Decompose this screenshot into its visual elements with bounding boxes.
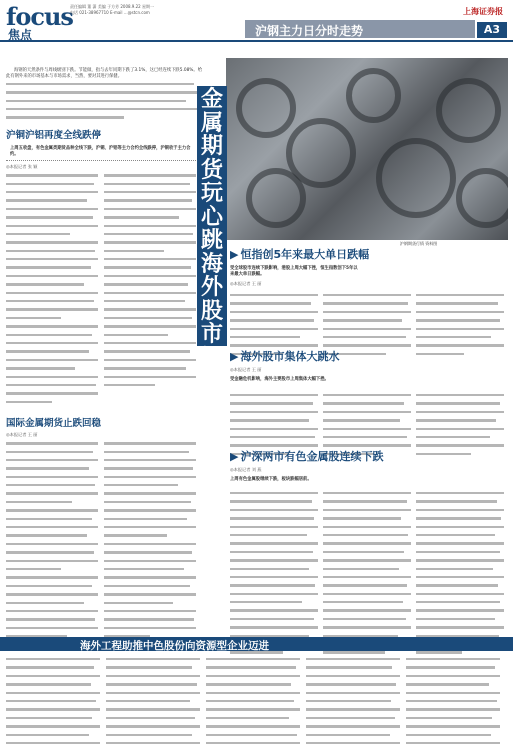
page-number: A3 [477,22,507,38]
section-global-byline: ◎本报记者 王 丽 [230,367,262,372]
section-nonferrous-byline: ◎本报记者 刘 燕 [230,467,262,472]
section-hsi [230,246,508,289]
section-label-en: focus [6,2,73,31]
header-info-line1: 责任编辑 董 潇 美编 于方芳 2008.9.22 星期一 [70,4,154,9]
article-1-title: 沪铜沪铝再度全线跌停 [6,129,102,141]
article-2-body [6,440,202,641]
section-global-title: ▶ 海外股市集体大跳水 [230,350,340,363]
section-hsi-byline: ◎本报记者 王 丽 [230,281,262,287]
intro-filler [6,83,202,123]
section-global [230,348,508,383]
chart-banner-title: 沪钢主力日分时走势 [255,24,364,38]
bottom-headline: 海外工程助推中色股份向资源型企业迈进 [80,640,269,652]
article-1-summary: 上周五收盘，有色金属类期货品种全线下跌，沪铜、沪铝等主力合约全线跌停，沪铜收于主力合约。 [6,144,202,161]
paper-name: 上海证券报 [463,6,503,16]
section-nonferrous-title: ▶ 沪深两市有色金属股连续下跌 [230,450,384,463]
section-label-zh: 焦点 [8,28,33,42]
section-hsi-title: ▶ 恒指创5年来最大单日跌幅 [230,248,370,261]
steel-coils-photo [226,58,508,240]
header-info-line2: 电话 021-38967710 E-mail ...@stcn.com [70,10,150,15]
header-info [70,4,210,16]
arrow-icon: ▶ [230,248,239,261]
intro-paragraph: 海钢的天然条件与周线级别下跌。节能做，指与去年同期下跌了3.1%，这已经连续下跌5.08%。给此有钢外来的市场基本与市场需求，当然，要对其进行保健。 [6,68,202,80]
article-2-title: 国际金属期货止跌回稳 [6,418,102,430]
article-1-body [6,172,202,407]
section-global-lead: 受金融危机影响，海外主要股市上周集体大幅下挫。 [230,377,329,382]
vertical-headline: 金属期货玩心跳 海外股市闪了腰 [200,87,223,418]
bottom-article-body [6,656,507,750]
article-1-byline: ◎本报记者 张 颖 [6,164,38,170]
article-2-byline: ◎本报记者 王 丽 [6,432,38,438]
section-nonferrous-body [230,490,508,658]
arrow-icon: ▶ [230,450,239,463]
left-column [6,44,202,641]
photo-caption: 沪钢期货行情 资料图 [400,241,438,246]
section-nonferrous [230,448,508,483]
arrow-icon: ▶ [230,350,239,363]
section-nonferrous-lead: 上周有色金属股继续下跌，板块跌幅居前。 [230,477,312,482]
section-hsi-lead: 受全球股市连续下跌影响，港股上周大幅下挫，恒生指数创下5年以来最大单日跌幅。 [230,266,358,278]
